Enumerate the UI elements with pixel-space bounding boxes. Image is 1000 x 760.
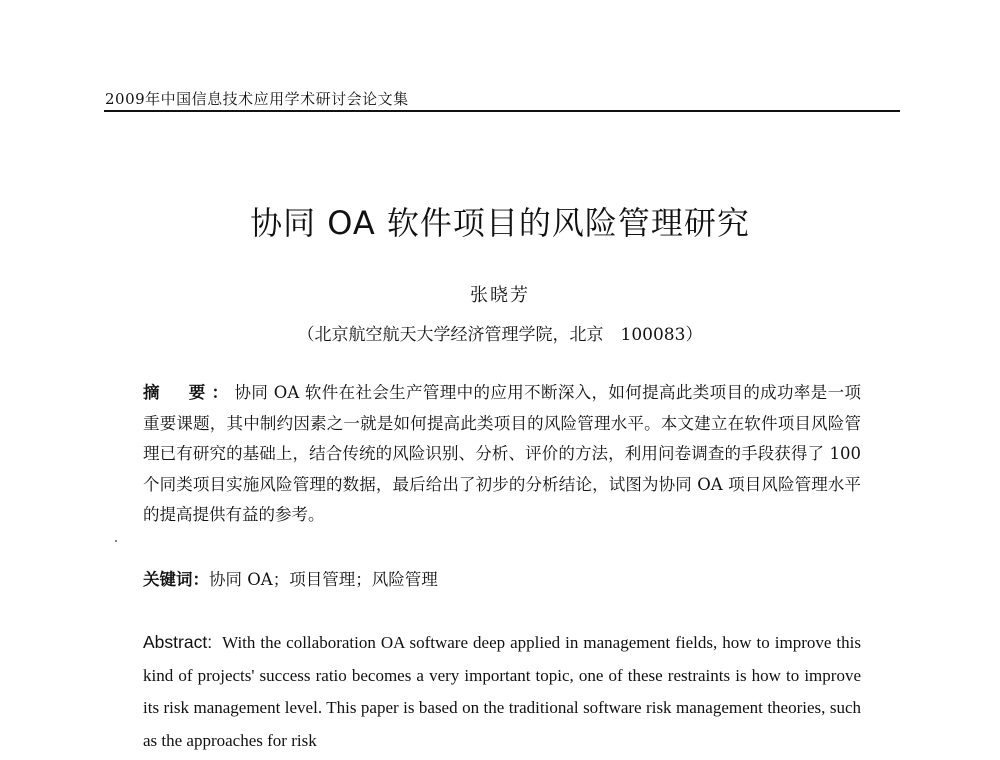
- keywords: [143, 566, 861, 590]
- paper-title: 协同 OA 软件项目的风险管理研究: [250, 204, 750, 242]
- keywords-label: 关键词：: [143, 570, 209, 589]
- abstract-english: [143, 626, 861, 757]
- abstract-chinese-label: 摘 要：: [143, 383, 235, 402]
- scan-speck: [115, 540, 117, 542]
- abstract-chinese-text: 协同 OA 软件在社会生产管理中的应用不断深入，如何提高此类项目的成功率是一项重要课题，其中制约因素之一就是如何提高此类项目的风险管理水平。本文建立在软件项目风险管理已有研究的基础上，结合传统的风险识别、分析、评价的方法，利用问卷调查的手段获得了 100 个同类项目实施风险管理的数据，最后给出了初步的分析结论，试图为协同 OA 项目风险管理水平的提高提供有益的参考。: [143, 383, 862, 524]
- header-rule: [104, 110, 900, 112]
- running-header: 2009年中国信息技术应用学术研讨会论文集: [105, 90, 409, 108]
- abstract-chinese: [143, 378, 861, 531]
- abstract-english-text: With the collaboration OA software deep applied in management fields, how to improve this kind of projects' success ratio becomes a very important topic, one of these restraints is how to improve its risk management level. This paper is based on the traditional software risk management theories, such as the approaches for risk: [143, 633, 861, 750]
- author-affiliation: （北京航空航天大学经济管理学院，北京 100083）: [297, 325, 703, 345]
- abstract-english-label: Abstract:: [143, 632, 213, 652]
- author-name: 张晓芳: [470, 285, 530, 306]
- keywords-text: 协同 OA；项目管理；风险管理: [209, 570, 438, 589]
